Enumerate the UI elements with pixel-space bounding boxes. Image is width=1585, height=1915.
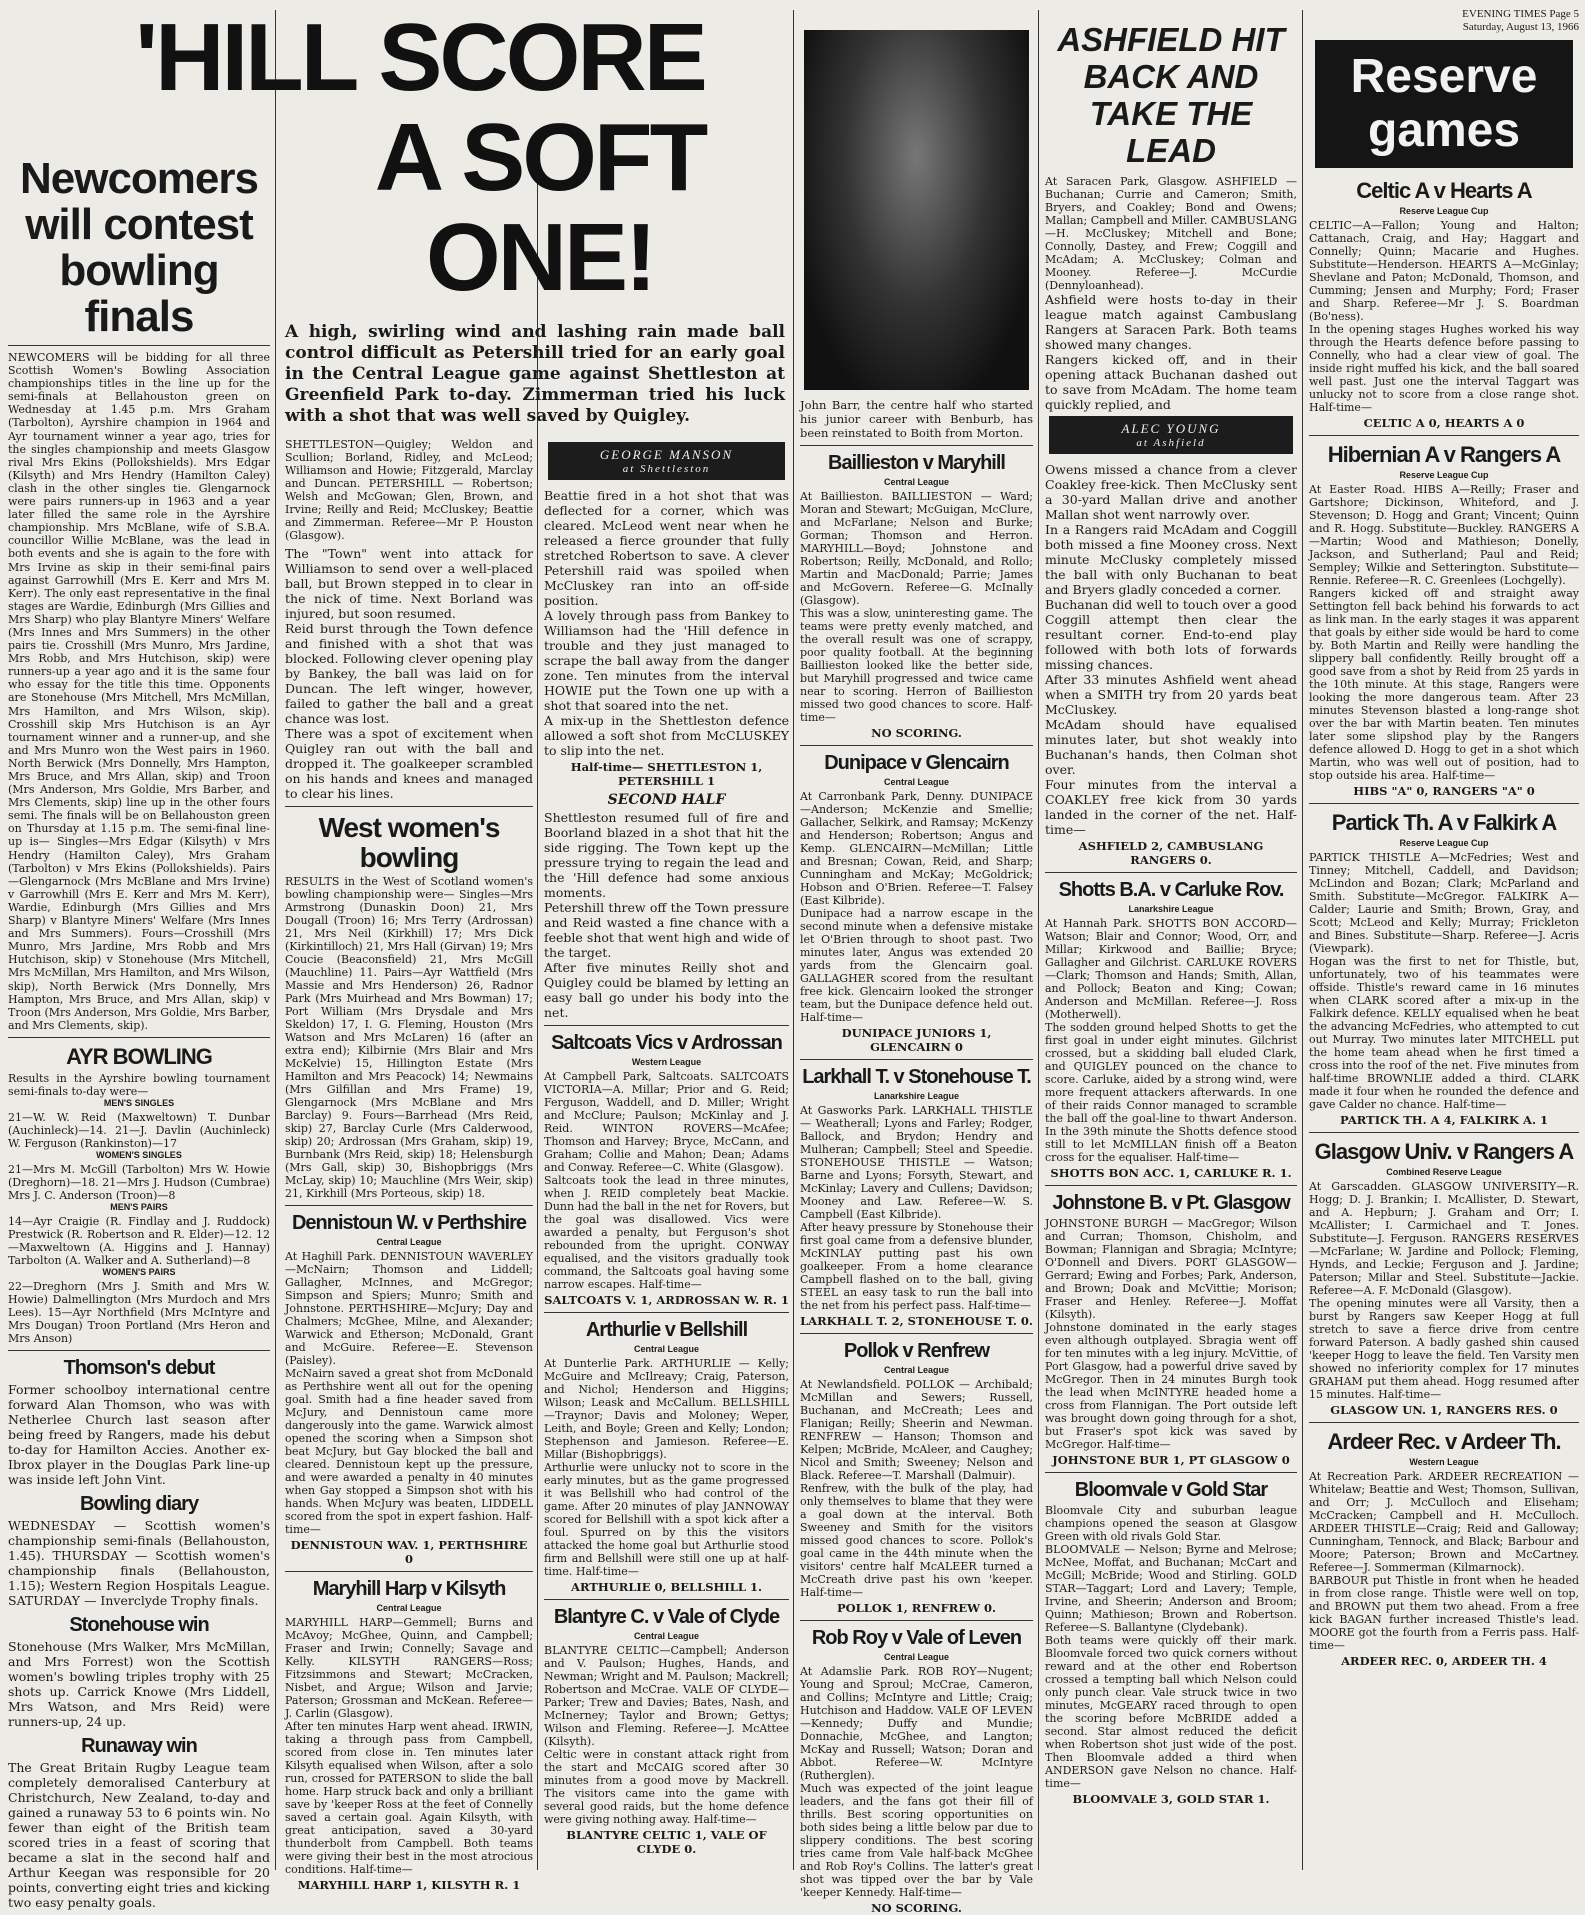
runaway-headline: Runaway win	[81, 1734, 197, 1757]
ayr-bowling-intro: Results in the Ayrshire bowling tournament semi-finals to-day were—	[8, 1071, 270, 1098]
main-p9: After five minutes Reilly shot and Quigley could be blamed by letting an easy ball go under his body into the net.	[544, 960, 789, 1020]
headline-line3: ONE!	[426, 204, 654, 311]
pollok-score: POLLOK 1, RENFREW 0.	[836, 1601, 997, 1615]
hibs-league: Reserve League Cup	[1399, 470, 1489, 480]
rob-roy-lineup: At Adamslie Park. ROB ROY—Nugent; Young and Sproul; McCrae, Cameron, and Collins; McIntyre and Little; Craig; Hutchison and Haddow. VALE OF LEVEN—Kennedy; Duffy and Mundie; Donnachie, McGhee, and Langton; McKay and Russell; Watson; Doran and Abbot. Referee—W. McIntyre (Rutherglen).	[800, 1665, 1033, 1782]
baillieston-score: NO SCORING.	[871, 726, 962, 740]
bloomvale-headline: Bloomvale v Gold Star	[1074, 1479, 1268, 1501]
ashfield-lineup: At Saracen Park, Glasgow. ASHFIELD — Buchanan; Currie and Cameron; Smith, Bryers, and Coakley; Bond and Owens; Mallan; Campbell and Miller. CAMBUSLANG—H. McCluskey; Mitchell and Bone; Connolly, Dastey, and Frew; Coggill and McAdam; A. McCluskey; Colman and Mooney. Referee—J. McCurdie (Dennyloanhead).	[1045, 175, 1297, 292]
main-p4: Beattie fired in a hot shot that was deflected for a corner, which was cleared. McLeod went near when he released a fierce grounder that fully stretched Robertson to save. A clever Petershill raid was spoiled when McCluskey ran into an off-side position.	[544, 488, 789, 608]
column-rule	[1302, 10, 1303, 1870]
ardeer-league: Western League	[1409, 1457, 1479, 1467]
young-byline-name: ALEC YOUNG	[1121, 421, 1221, 436]
divider	[8, 345, 270, 346]
divider	[800, 745, 1033, 746]
newcomers-headline: Newcomers will contest bowling finals	[19, 154, 258, 341]
ardeer-text: BARBOUR put Thistle in front when he headed in from close range. Thistle were well on top, and BROWN put them two ahead. From a free kick BAGAN further increased Thistle's lead. MOORE got the fourth from a Ferris pass. Half-time—	[1309, 1574, 1579, 1652]
masthead	[1309, 8, 1579, 34]
johnstone-score: JOHNSTONE BUR 1, PT GLASGOW 0	[1052, 1453, 1290, 1467]
main-half-time: Half-time— SHETTLESTON 1, PETERSHILL 1	[570, 760, 763, 788]
womens-pairs-results: 22—Dreghorn (Mrs J. Smith and Mrs W. Howie) Dalmellington (Mrs Murdoch and Mrs Lees). 15—Ayr Northfield (Mrs McIntyre and Mrs Dougan) Troon Portland (Mrs Heron and Mrs Anson)	[8, 1279, 270, 1345]
maryhill-kilsyth-text: After ten minutes Harp went ahead. IRWIN, taking a through pass from Campbell, scored from close in. Ten minutes later Kilsyth equalised when Wilson, after a solo run, crossed for PATERSON to slide the ball home. Harp struck back and only a brilliant save by 'keeper Ross at the feet of Connelly saved a certain goal. Again Kilsyth, with great anticipation, saved a 30-yard thunderbolt from Campbell. Both teams were giving their best in the most atrocious conditions. Half-time—	[285, 1720, 533, 1876]
celtic-hearts-score: CELTIC A 0, HEARTS A 0	[1363, 416, 1525, 430]
ashfield-p6: After 33 minutes Ashfield went ahead when a SMITH try from 20 yards beat McCluskey.	[1045, 672, 1297, 717]
dennistoun-headline: Dennistoun W. v Perthshire	[291, 1212, 527, 1234]
divider	[285, 806, 533, 807]
blantyre-lineup: BLANTYRE CELTIC—Campbell; Anderson and V. Paulson; Hughes, Hands, and Newman; Wright and M. Paulson; Mackrell; Robertson and McCrae. VALE OF CLYDE—Parker; Trew and Davies; Bates, Nash, and McInerney; Taylor and Brown; Gettys; Wilson and Fleming. Referee—J. McAttee (Kilsyth).	[544, 1644, 789, 1748]
shotts-score: SHOTTS BON ACC. 1, CARLUKE R. 1.	[1050, 1166, 1292, 1180]
mens-singles-label: MEN'S SINGLES	[103, 1097, 175, 1108]
pollok-text: Renfrew, with the bulk of the play, had only themselves to blame that they were a goal down at the interval. Both Sweeney and Smith for the visitors missed good chances to score. Pollok's goal came in the 44th minute when the visitors' centre half McALEER turned a McCreath drive past his own 'keeper. Half-time—	[800, 1482, 1033, 1599]
rob-roy-text: Much was expected of the joint league leaders, and the fans got their fill of thrills. Best scoring opportunities on both sides being a little below par due to slippery conditions. The best scoring tries came from Vale half-back McGhee and Rob Roy's Collins. The latter's great shot was tipped over the bar by Vale 'keeper Kennedy. Half-time—	[800, 1782, 1033, 1899]
bloomvale-lineup: BLOOMVALE — Nelson; Byrne and Melrose; McNee, Moffat, and Buchanan; McCart and McGill; McBride; Wood and Stirling. GOLD STAR—Taggart; Lord and Lavery; Temple, Irvine, and Sheerin; Anderson and Broom; Quinn; Mathieson; Brown and Robertson. Referee—S. Ballantyne (Clydebank).	[1045, 1543, 1297, 1634]
larkhall-text: After heavy pressure by Stonehouse their first goal came from a defensive blunder, McKINLAY putting past his own goalkeeper. From a home clearance Campbell flashed on to the ball, giving STEEL an easy task to run the ball into the net from his perfect pass. Half-time—	[800, 1221, 1033, 1312]
player-photo	[804, 30, 1029, 390]
celtic-hearts-headline: Celtic A v Hearts A	[1356, 178, 1532, 203]
saltcoats-league: Western League	[631, 1057, 702, 1067]
main-p3: There was a spot of excitement when Quigley ran out with the ball and dropped it. The goalkeeper scrambled on his hands and knees and managed to clear his lines.	[285, 726, 533, 801]
pollok-lineup: At Newlandsfield. POLLOK — Archibald; McMillan and Sewers; Russell, Buchanan, and McCreath; Lees and Flanigan; Reilly; Sheerin and Newman. RENFREW — Hanson; Thomson and Kelpen; McBride, McAleer, and Caughey; Nicol and Smith; Sweeney; Nelson and Black. Referee—T. Marshall (Dalmuir).	[800, 1378, 1033, 1482]
divider	[544, 1025, 789, 1026]
bowling-diary-headline: Bowling diary	[79, 1492, 199, 1515]
masthead-paper: EVENING TIMES	[1462, 8, 1547, 20]
divider	[8, 1350, 270, 1351]
main-p7: Shettleston resumed full of fire and Boorland blazed in a shot that hit the side rigging. The Town kept up the pressure trying to regain the lead and the 'Hill defence had some anxious moments.	[544, 810, 789, 900]
womens-pairs-label: WOMEN'S PAIRS	[102, 1266, 176, 1277]
baillieston-league: Central League	[883, 477, 950, 487]
main-p5: A lovely through pass from Bankey to Williamson had the 'Hill defence in trouble and they just managed to scrape the ball away from the danger zone. Ten minutes from the interval HOWIE put the Town one up with a shot that soared into the net.	[544, 608, 789, 713]
dunipace-headline: Dunipace v Glencairn	[824, 752, 1009, 774]
divider	[1309, 1132, 1579, 1133]
arthurlie-league: Central League	[633, 1344, 700, 1354]
arthurlie-headline: Arthurlie v Bellshill	[585, 1319, 748, 1341]
partick-score: PARTICK TH. A 4, FALKIRK A. 1	[1340, 1113, 1548, 1127]
main-lineup: SHETTLESTON—Quigley; Weldon and Scullion; Borland, Ridley, and McLeod; Williamson and Howie; Fitzgerald, Marclay and Duncan. PETERSHILL — Robertson; Welsh and McGowan; Glen, Brown, and Irvine; Reilly and Reid; McCluskey; Beattie and Zimmerman. Referee—Mr P. Houston (Glasgow).	[285, 438, 533, 542]
dennistoun-score: DENNISTOUN WAV. 1, PERTHSHIRE 0	[290, 1538, 528, 1566]
divider	[800, 1059, 1033, 1060]
column-6	[1309, 8, 1579, 1875]
partick-league: Reserve League Cup	[1399, 838, 1489, 848]
reserve-games-banner: Reserve games	[1315, 40, 1573, 168]
rob-roy-score: NO SCORING.	[871, 1901, 962, 1915]
mens-pairs-results: 14—Ayr Craigie (R. Findlay and J. Ruddock) Prestwick (R. Robertson and R. Elder)—12. 12—Maxweltown (A. Higgins and J. Hannay) Tarbolton (A. Walker and A. Sutherland)—8	[8, 1214, 270, 1267]
divider	[1309, 435, 1579, 436]
divider	[800, 1620, 1033, 1621]
shotts-league: Lanarkshire League	[1128, 904, 1214, 914]
main-p8: Petershill threw off the Town pressure and Reid wasted a fine chance with a feeble shot that went high and wide of the target.	[544, 900, 789, 960]
partick-text: Hogan was the first to net for Thistle, but, unfortunately, two of his teammates were offside. Thistle's reward came in 16 minutes when CLARK scored after a mix-up in the Falkirk defence. KELLY equalised when he beat the advancing McFedries, who attempted to cut out Murray. Two minutes later MITCHELL put the home team ahead when he first timed a cross into the roof of the net. Five minutes from half-time BROWNLIE added a third. CLARK made it four when he rounded the defence and gave Calder no chance. Half-time—	[1309, 955, 1579, 1111]
hibs-score: HIBS "A" 0, RANGERS "A" 0	[1353, 784, 1535, 798]
headline-line1: 'HILL SCORE	[135, 4, 705, 111]
baillieston-text: This was a slow, uninteresting game. The teams were pretty evenly matched, and the overall result was one of scrappy, poor quality football. At the beginning Baillieston looked like the better side, but Maryhill progressed and twice came near to scoring. Herron of Baillieston missed two good chances to score. Half-time—	[800, 607, 1033, 724]
masthead-date: Saturday, August 13, 1966	[1462, 21, 1579, 33]
larkhall-lineup: At Gasworks Park. LARKHALL THISTLE — Weatherall; Lyons and Farley; Rodger, Ballock, and Brydon; Hendry and Mulheran; Campbell; Steel and Speedie. STONEHOUSE THISTLE — Watson; Barne and Lyons; Forsyth, Stewart, and McKinlay; Lavery and Cullens; Davidson; Mooney and Law. Referee—W. S. Campbell (East Kilbride).	[800, 1104, 1033, 1221]
larkhall-headline: Larkhall T. v Stonehouse T.	[802, 1066, 1031, 1088]
manson-byline-place: at Shettleston	[622, 463, 711, 475]
column-3	[544, 438, 789, 1875]
main-intro-text: A high, swirling wind and lashing rain made ball control difficult as Petershill tried for an early goal in the Central League game against Shettleston at Greenfield Park to-day. Zimmerman tried his luck with a shot that was well saved by Quigley.	[285, 322, 785, 426]
dunipace-league: Central League	[883, 777, 950, 787]
column-4	[800, 30, 1033, 1915]
mens-singles-results: 21—W. W. Reid (Maxweltown) T. Dunbar (Auchinleck)—14. 21—J. Davlin (Auchinleck) W. Ferguson (Rankinston)—17	[8, 1110, 270, 1150]
main-intro	[285, 322, 785, 432]
glasgow-univ-league: Combined Reserve League	[1386, 1167, 1502, 1177]
celtic-hearts-lineup: CELTIC—A—Fallon; Young and Halton; Cattanach, Craig, and Hay; Haggart and Connelly; Quinn; Macarie and Hughes. Substitute—Henderson. HEARTS A—McGinlay; Shevlane and Paton; McDonald, Thomson, and Cumming; Jensen and Murphy; Ford; Fraser and Sharp. Referee—Mr J. S. Boardman (Bo'ness).	[1309, 219, 1579, 323]
newcomers-text: NEWCOMERS will be bidding for all three Scottish Women's Bowling Association championships titles in the line up for the semi-finals at Bellahouston green on Wednesday at 1.45 p.m. Mrs Graham (Tarbolton), Ayrshire champion in 1964 and Ayr tournament winner a year ago, tries for the singles championship and meets Glasgow rival Mrs Ekins (Pollokshields). Mrs Edgar (Kilsyth) and Mrs Hendry (Hamilton Caley) clash in the other singles tie. Glengarnock were pairs runners-up in 1963 and a year later filled the same role in the Ayrshire championship. Mrs McBlane, wife of S.B.A. councillor Willie McBlane, was the lead in both events and she is again to the fore with Mrs Irvine as skip in their semi-final pairs against Garrowhill (Mrs E. Kerr and Mrs M. Kerr). The only east representative in the final stages are Wardie, Edinburgh (Mrs Gillies and Mrs Sharp) who play Blantyre Miners' Welfare (Mrs Innes and Mrs Summers) in the other pairs tie. Crosshill (Mrs Munro, Mrs Jardine, Mrs Robb, and Mrs Hutchison, skip) were runners-up a year ago and it is the same four who essay for the title this time. Opponents are Stonehouse (Mrs Mitchell, Mrs McMillan, Mrs Hamilton, and Mrs Wilson, skip). Crosshill skip Mrs Hutchison is an Ayr tournament winner and a runner-up, and she and Mrs Munro won the West pairs in 1960. North Berwick (Mrs Donnelly, Mrs Hampton, Mrs Bruce, and Mrs Allan, skip) and Troon (Mrs Anderson, Mrs Goldie, Mrs Barber, and Mrs Clements, skip) line up in the other fours semi. The finals will be on Bellahouston green on Thursday at 1.15 p.m. The semi-final line-up is— Singles—Mrs Edgar (Kilsyth) v Mrs Hendry (Hamilton Caley), Mrs Graham (Tarbolton) v Mrs Ekins (Pollokshields). Pairs—Glengarnock (Mrs McBlane and Mrs Irvine) v Garrowhill (Mrs E. Kerr and Mrs M. Kerr), Wardie, Edinburgh (Mrs Gillies and Mrs Sharp) v Blantyre Miners' Welfare (Mrs Innes and Mrs Summers). Fours—Crosshill (Mrs Munro, Mrs Jardine, Mrs Robb and Mrs Hutchison, skip) v Stonehouse (Mrs Mitchell, Mrs McMillan, Mrs Hamilton, and Mrs Wilson, skip), North Berwick (Mrs Donnelly, Mrs Hampton, Mrs Bruce, and Mrs Allan, skip) v Troon (Mrs Anderson, Mrs Goldie, Mrs Barber, and Mrs Clements, skip).	[8, 351, 270, 1032]
bloomvale-text: Both teams were quickly off their mark. Bloomvale forced two quick corners without reward and at the other end Robertson crossed a tempting ball which Nelson could only punch clear. Vale struck twice in two minutes, McGEARY raced through to open the scoring before McBRIDE added a second. Star almost reduced the deficit when Robertson shot just wide of the post. Then Bloomvale added a third when ANDERSON gave Nelson no chance. Half-time—	[1045, 1634, 1297, 1790]
ashfield-p1: Ashfield were hosts to-day in their league match against Cambuslang Rangers at Saracen Park. Both teams showed many changes.	[1045, 292, 1297, 352]
ayr-bowling-headline: AYR BOWLING	[66, 1043, 212, 1069]
celtic-hearts-league: Reserve League Cup	[1399, 206, 1489, 216]
johnstone-headline: Johnstone B. v Pt. Glasgow	[1052, 1192, 1290, 1214]
young-byline-place: at Ashfield	[1136, 437, 1206, 449]
divider	[8, 1037, 270, 1038]
column-5	[1045, 15, 1297, 1875]
mens-pairs-label: MEN'S PAIRS	[110, 1201, 168, 1212]
column-rule	[1038, 10, 1039, 1870]
ashfield-p4: In a Rangers raid McAdam and Coggill both missed a fine Mooney cross. Next minute McClusky completely missed the ball with only Buchanan to beat and Bryers gladly conceded a corner.	[1045, 522, 1297, 597]
west-womens-headline: West women's bowling	[318, 812, 500, 873]
west-womens-text: RESULTS in the West of Scotland women's bowling championship were— Singles—Mrs Armstrong (Dunaskin Doon) 21, Mrs Dougall (Troon) 16; Mrs Terry (Ardrossan) 21, Mrs Neil (Kirkhill) 17; Mrs Dick (Kirkintilloch) 21, Mrs Hall (Girvan) 19; Mrs Coucie (Beaconsfield) 21, Mrs McGill (Mauchline) 11. Pairs—Ayr Wattfield (Mrs Massie and Mrs Henderson) 26, Radnor Park (Mrs Muirhead and Mrs Bowman) 17; Port William (Mrs Drysdale and Mrs Skeldon) 17, I. G. Fleming, Houston (Mrs Watson and Mrs McLaren) 16 (after an extra end); Kilbirnie (Mrs Blair and Mrs McKelvie) 15, Hillington Estate (Mrs Hamilton and Mrs Peacock) 14; Newmains (Mrs Gilfillan and Mrs Frame) 19, Glengarnock (Mrs McBlane and Mrs Barclay) 9. Fours—Barrhead (Mrs Reid, skip) 27, Barclay Curle (Mrs Calderwood, skip) 20; Ardrossan (Mrs Graham, skip) 19, Burnbank (Mrs Reid, skip) 18; Helensburgh (Mrs Gall, skip) 30, Bishopbriggs (Mrs McLay, skip) 10; Mauchline (Mrs Weir, skip) 21, Kirkhill (Mrs Porteous, skip) 18.	[285, 875, 533, 1200]
thomson-headline: Thomson's debut	[63, 1356, 215, 1379]
divider	[1309, 1422, 1579, 1423]
bloomvale-score: BLOOMVALE 3, GOLD STAR 1.	[1072, 1792, 1270, 1806]
baillieston-headline: Baillieston v Maryhill	[828, 452, 1005, 474]
runaway-text: The Great Britain Rugby League team completely demoralised Canterbury at Christchurch, New Zealand, to-day and gained a runaway 53 to 6 points win. No fewer than eight of the British team scored tries in a feast of scoring that became a slat in the second half and Arthur Keegan was responsible for 20 points, converting eight tries and kicking two easy penalty goals.	[8, 1759, 270, 1910]
photo-caption: John Barr, the centre half who started his junior career with Benburb, has been reinstated to Boith from Morton.	[800, 398, 1033, 440]
johnstone-lineup: JOHNSTONE BURGH — MacGregor; Wilson and Curran; Thomson, Chisholm, and Bowman; Flannigan and Sbragia; McIntyre; O'Donnell and Divers. PORT GLASGOW—Gerrard; Ewing and Forbes; Park, Anderson, and Brown; Doak and McVittie; Morison; Fraser and Henley. Referee—J. Moffat (Kilsyth).	[1045, 1217, 1297, 1321]
maryhill-kilsyth-headline: Maryhill Harp v Kilsyth	[312, 1578, 506, 1600]
blantyre-score: BLANTYRE CELTIC 1, VALE OF CLYDE 0.	[566, 1828, 767, 1856]
masthead-page: Page 5	[1549, 8, 1579, 20]
ashfield-p8: Four minutes from the interval a COAKLEY free kick from 30 yards landed in the corner of the net. Half-time—	[1045, 777, 1297, 837]
dunipace-text: Dunipace had a narrow escape in the second minute when a defensive mistake let O'Brien through to shoot past. Two minutes later, Angus was extended 20 yards from the Glencairn goal. GALLAGHER scored from the resultant free kick. Glencairn looked the stronger team, but the Dunipace defence held out. Half-time—	[800, 907, 1033, 1024]
maryhill-kilsyth-league: Central League	[376, 1603, 442, 1613]
second-half-label: SECOND HALF	[607, 792, 726, 808]
blantyre-text: Celtic were in constant attack right from the start and McCAIG scored after 30 minutes from a good move by Mackrell. The visitors came into the game with several good raids, but the home defence were giving nothing away. Half-time—	[544, 1748, 789, 1826]
pollok-headline: Pollok v Renfrew	[843, 1340, 990, 1362]
celtic-hearts-text: In the opening stages Hughes worked his way through the Hearts defence before passing to Connelly, who had a clear view of goal. The inside right muffed his kick, and the ball soared well past. Just one the interval Taggart was unlucky not to score from a close range shot. Half-time—	[1309, 323, 1579, 414]
womens-singles-label: WOMEN'S SINGLES	[96, 1149, 182, 1160]
headline-line2: A SOFT	[374, 104, 706, 211]
ardeer-headline: Ardeer Rec. v Ardeer Th.	[1327, 1429, 1561, 1454]
ardeer-score: ARDEER REC. 0, ARDEER TH. 4	[1341, 1654, 1547, 1668]
saltcoats-text: Saltcoats took the lead in three minutes, when J. REID completely beat Mackie. Dunn had the ball in the net for Rovers, but the goal was disallowed. Vics were awarded a penalty, but Ferguson's shot rebounded from the upright. CONWAY equalised, and the visitors gradually took command, the Saltcoats goal having some narrow escapes. Half-time—	[544, 1174, 789, 1291]
divider	[1045, 872, 1297, 873]
dennistoun-league: Central League	[376, 1237, 442, 1247]
arthurlie-score: ARTHURLIE 0, BELLSHILL 1.	[571, 1580, 762, 1594]
hibs-lineup: At Easter Road. HIBS A—Reilly; Fraser and Gartshore; Dickinson, Whiteford, and J. Stevenson; D. Hogg and Grant; Vincent; Quinn and R. Hogg. Substitute—Buckley. RANGERS A—Martin; Wood and Mathieson; Donelly, Jackson, and Sutherland; Paul and Reid; Sempley; Wilkie and Setterington. Substitute—Rennie. Referee—R. C. Greenlees (Lochgelly).	[1309, 483, 1579, 587]
womens-singles-results: 21—Mrs M. McGill (Tarbolton) Mrs W. Howie (Dreghorn)—18. 21—Mrs J. Hudson (Cumbrae) Mrs J. C. Anderson (Troon)—8	[8, 1162, 270, 1202]
ashfield-p7: McAdam should have equalised minutes later, but shot weakly into Buchanan's hands, then Colman shot over.	[1045, 717, 1297, 777]
divider	[1309, 803, 1579, 804]
main-p2: Reid burst through the Town defence and finished with a shot that was blocked. Following clever opening play by Bankey, the ball was laid on for Duncan. The left winger, however, failed to gather the ball and a great chance was lost.	[285, 621, 533, 726]
bowling-diary-text: WEDNESDAY — Scottish women's championship semi-finals (Bellahouston, 1.45). THURSDAY — Scottish women's championship finals (Bellahouston, 1.15); Western Region Hospitals League. SATURDAY — Inverclyde Trophy finals.	[8, 1517, 270, 1608]
rob-roy-headline: Rob Roy v Vale of Leven	[811, 1627, 1022, 1649]
johnstone-text: Johnstone dominated in the early stages even although outplayed. Sbragia went off for ten minutes with a leg injury. McVittie, of Port Glasgow, had a powerful drive saved by McGregor. Then in 24 minutes Burgh took the lead when McINTYRE headed home a cross from Flannigan. The Port outside left was brought down going through for a shot, but Fraser's spot kick was saved by McGregor. Half-time—	[1045, 1321, 1297, 1451]
divider	[1045, 1185, 1297, 1186]
ardeer-lineup: At Recreation Park. ARDEER RECREATION — Whitelaw; Beattie and West; Thomson, Sullivan, and Orr; J. McCulloch and Eliseham; McCracken; Campbell and H. McCulloch. ARDEER THISTLE—Craig; Reid and Galloway; Cunningham, Tennock, and Black; Barbour and Moore; Paterson; Brown and McCartney. Referee—J. Sommerman (Kilmarnock).	[1309, 1470, 1579, 1574]
divider	[544, 1599, 789, 1600]
main-p1: The "Town" went into attack for Williamson to send over a well-placed ball, but Brown stepped in to clear in the nick of time. Next Borland was injured, but soon resumed.	[285, 546, 533, 621]
hibs-text: Rangers kicked off and straight away Settington fell back behind his forwards to act as link man. In the early stages it was apparent that goals by either side would be hard to come by. Both Martin and Reilly were handling the slippery ball confidently. Reilly brought off a good save from a shot by Reid from 25 yards in the 10th minute. At this stage, Rangers were looking the more dangerous team. After 23 minutes Stevenson blasted a long-range shot over the bar with Martin beaten. Ten minutes later some slipshod play by the Rangers defence allowed D. Hogg to get in a shot which Martin, who was well out of position, had to stop outside his area. Half-time—	[1309, 587, 1579, 782]
saltcoats-headline: Saltcoats Vics v Ardrossan	[551, 1032, 782, 1054]
stonehouse-text: Stonehouse (Mrs Walker, Mrs McMillan, and Mrs Forrest) won the Scottish women's bowling triples trophy with 25 shots up. Carrick Knowe (Mrs Liddell, Mrs Watson, and Mrs Reid) were runners-up, 24 up.	[8, 1638, 270, 1729]
ashfield-p3: Owens missed a chance from a clever Coakley free-kick. Then McClusky sent a 30-yard Mallan drive and another Mallan shot went narrowly over.	[1045, 462, 1297, 522]
glasgow-univ-lineup: At Garscadden. GLASGOW UNIVERSITY—R. Hogg; D. J. Brankin; I. McAllister, D. Stewart, and A. Hepburn; J. Graham and Orr; I. McAllister; I. Carmichael and T. Jones. Substitute—J. Ferguson. RANGERS RESERVES—McFarlane; W. Jardine and Pollock; Fleming, Hynds, and Leckie; Ferguson and J. Jardine; Paterson; Millar and Steel. Substitute—Jackie. Referee—A. F. McDonald (Glasgow).	[1309, 1180, 1579, 1297]
saltcoats-score: SALTCOATS V. 1, ARDROSSAN W. R. 1	[544, 1293, 789, 1307]
ashfield-p5: Buchanan did well to touch over a good Coggill attempt then clear the resultant corner. End-to-end play followed with both lots of forwards missing chances.	[1045, 597, 1297, 672]
arthurlie-lineup: At Dunterlie Park. ARTHURLIE — Kelly; McGuire and McIlreavy; Craig, Paterson, and Nichol; Henderson and Higgins; Wilson; Leask and McCallum. BELLSHILL—Traynor; Davis and Moloney; Weper, Leith, and Boyle; Green and Kelly; London; Stephenson and Jamieson. Referee—E. Millar (Bishopbriggs).	[544, 1357, 789, 1461]
maryhill-kilsyth-score: MARYHILL HARP 1, KILSYTH R. 1	[297, 1878, 521, 1892]
main-p6: A mix-up in the Shettleston defence allowed a soft shot from McCLUSKEY to slip into the net.	[544, 713, 789, 758]
rob-roy-league: Central League	[883, 1652, 950, 1662]
baillieston-lineup: At Baillieston. BAILLIESTON — Ward; Moran and Stewart; McGuigan, McClure, and McFarlane; Nelson and Burke; Gorman; Thomson and Herron. MARYHILL—Boyd; Johnstone and Robertson; Reilly, McDonald, and Rollo; Martin and MacDonald; Parrie; James and McGovern. Referee—G. McInally (Glasgow).	[800, 490, 1033, 607]
glasgow-univ-text: The opening minutes were all Varsity, then a burst by Rangers saw Keeper Hogg at full stretch to save a fierce drive from centre forward Paterson. A badly gashed shin caused 'keeper Hogg to leave the field. Ten Varsity men showed no inferiority complex for 17 minutes GRAHAM put them ahead. Hogg resumed after 15 minutes. Half-time—	[1309, 1297, 1579, 1401]
maryhill-kilsyth-lineup: MARYHILL HARP—Gemmell; Burns and McAvoy; McGhee, Quinn, and Campbell; Fraser and Irwin; Connelly; Savage and Kelly. KILSYTH RANGERS—Ross; Fitzsimmons and Stewart; McCracken, Nisbet, and Argue; Wilson and Jarvie; Paterson; Grossman and McKean. Referee—J. Carlin (Glasgow).	[285, 1616, 533, 1720]
saltcoats-lineup: At Campbell Park, Saltcoats. SALTCOATS VICTORIA—A. Millar; Prior and G. Reid; Ferguson, Waddell, and D. Miller; Wright and McClure; Paulson; McKinlay and J. Reid. WINTON ROVERS—McAfee; Thomson and Harvey; Bryce, McCann, and Graham; Collie and Mahon; Dean; Adams and Conway. Referee—C. White (Glasgow).	[544, 1070, 789, 1174]
glasgow-univ-headline: Glasgow Univ. v Rangers A	[1314, 1139, 1574, 1164]
manson-byline	[548, 442, 785, 480]
divider	[800, 445, 1033, 446]
ashfield-p2: Rangers kicked off, and in their opening attack Buchanan dashed out to save from McAdam. The home team quickly replied, and	[1045, 352, 1297, 412]
dennistoun-text: McNairn saved a great shot from McDonald as Perthshire went all out for the opening goal. Smith had a fine header saved from McJury, and Dennistoun came more dangerously into the game. Warwick almost opened the scoring when a Simpson shot beat McJury, but Gay blocked the ball and cleared. Dennistoun kept up the pressure, and were awarded a penalty in 40 minutes when Gay stopped a Simpson shot with his hands. When McJury was beaten, LIDDELL scored from the spot in expert fashion. Half-time—	[285, 1367, 533, 1536]
bloomvale-text1: Bloomvale City and suburban league champions opened the season at Glasgow Green with old rivals Gold Star.	[1045, 1504, 1297, 1543]
column-rule	[793, 10, 794, 1870]
column-2	[285, 438, 533, 1892]
blantyre-league: Central League	[633, 1631, 700, 1641]
stonehouse-headline: Stonehouse win	[69, 1613, 209, 1636]
dunipace-score: DUNIPACE JUNIORS 1, GLENCAIRN 0	[841, 1026, 992, 1054]
hibs-headline: Hibernian A v Rangers A	[1327, 442, 1561, 467]
divider	[285, 1205, 533, 1206]
dunipace-lineup: At Carronbank Park, Denny. DUNIPACE—Anderson; McKenzie and Smellie; Gallacher, Selkirk, and Ramsay; McKenzy and Henderson; Robertson; Angus and Kemp. GLENCAIRN—McMillan; Little and Bresnan; Cowan, Reid, and Sharp; Cunningham and McKay; McGoldrick; Hobson and O'Brien. Referee—T. Falsey (East Kilbride).	[800, 790, 1033, 907]
divider	[544, 1312, 789, 1313]
shotts-headline: Shotts B.A. v Carluke Rov.	[1058, 879, 1284, 901]
young-byline	[1049, 416, 1293, 454]
manson-byline-name: GEORGE MANSON	[599, 447, 734, 462]
divider	[800, 1333, 1033, 1334]
ashfield-score: ASHFIELD 2, CAMBUSLANG RANGERS 0.	[1078, 839, 1264, 867]
arthurlie-text: Arthurlie were unlucky not to score in the early minutes, but as the game progressed it was Bellshill who had control of the game. After 20 minutes of play JANNOWAY scored for Bellshill with a spot kick after a foul. Spurred on by this the visitors attacked the home goal but Arthurlie stood firm and Bellshill were still one up at half-time. Half-time—	[544, 1461, 789, 1578]
dennistoun-lineup: At Haghill Park. DENNISTOUN WAVERLEY—McNairn; Thomson and Liddell; Gallagher, McInnes, and McGregor; Simpson and Spiers; Munro; Smith and Johnstone. PERTHSHIRE—McJury; Day and Chalmers; McGhee, Milne, and Alexander; Warwick and Etherson; McDonald, Grant and McGuire. Referee—E. Stevenson (Paisley).	[285, 1250, 533, 1367]
thomson-text: Former schoolboy international centre forward Alan Thomson, who was with Netherlee Church last season after being freed by Rangers, made his debut to-day for Hamilton Accies. Another ex-Ibrox player in the Douglas Park line-up was inside left John Vint.	[8, 1381, 270, 1487]
divider	[1045, 1472, 1297, 1473]
glasgow-univ-score: GLASGOW UN. 1, RANGERS RES. 0	[1330, 1403, 1558, 1417]
ashfield-headline: ASHFIELD HIT BACK AND TAKE THE LEAD	[1057, 21, 1285, 169]
shotts-text: The sodden ground helped Shotts to get the first goal in under eight minutes. Gilchrist crossed, but a skidding ball eluded Clark, and QUIGLEY pounced on the chance to score. Carluke, aided by a strong wind, were more frequent attackers afterwards. In one of their raids Connor managed to scramble the ball off the goal-line to thwart Anderson. In the 39th minute the Shotts defence stood still to let McMILLAN finish off a Beaton cross for the equaliser. Half-time—	[1045, 1021, 1297, 1164]
partick-headline: Partick Th. A v Falkirk A	[1331, 810, 1557, 835]
divider	[285, 1571, 533, 1572]
larkhall-score: LARKHALL T. 2, STONEHOUSE T. 0.	[800, 1314, 1033, 1328]
shotts-lineup: At Hannah Park. SHOTTS BON ACCORD—Watson; Blair and Connor; Wood, Orr, and Millar; Kirkwood and Baillie; Bryce; Gallagher and Gilchrist. CARLUKE ROVERS—Clark; Thomson and Hands; Smith, Allan, and Pollock; Beaton and King; Cowan; Anderson and McMillan. Referee—J. Ross (Motherwell).	[1045, 917, 1297, 1021]
column-1	[8, 150, 270, 1910]
pollok-league: Central League	[883, 1365, 950, 1375]
partick-lineup: PARTICK THISTLE A—McFedries; West and Tinney; Mitchell, Caddell, and Davidson; McLindon and Bozan; Clark; McParland and Smith. Substitute—McGregor. FALKIRK A—Calder; Laurie and Smith; Brown, Gray, and Scott; McLeod and Kelly; Murray; Frickleton and Bines. Substitute—Sharp. Referee—J. Acris (Viewpark).	[1309, 851, 1579, 955]
larkhall-league: Lanarkshire League	[873, 1091, 960, 1101]
blantyre-headline: Blantyre C. v Vale of Clyde	[553, 1606, 780, 1628]
